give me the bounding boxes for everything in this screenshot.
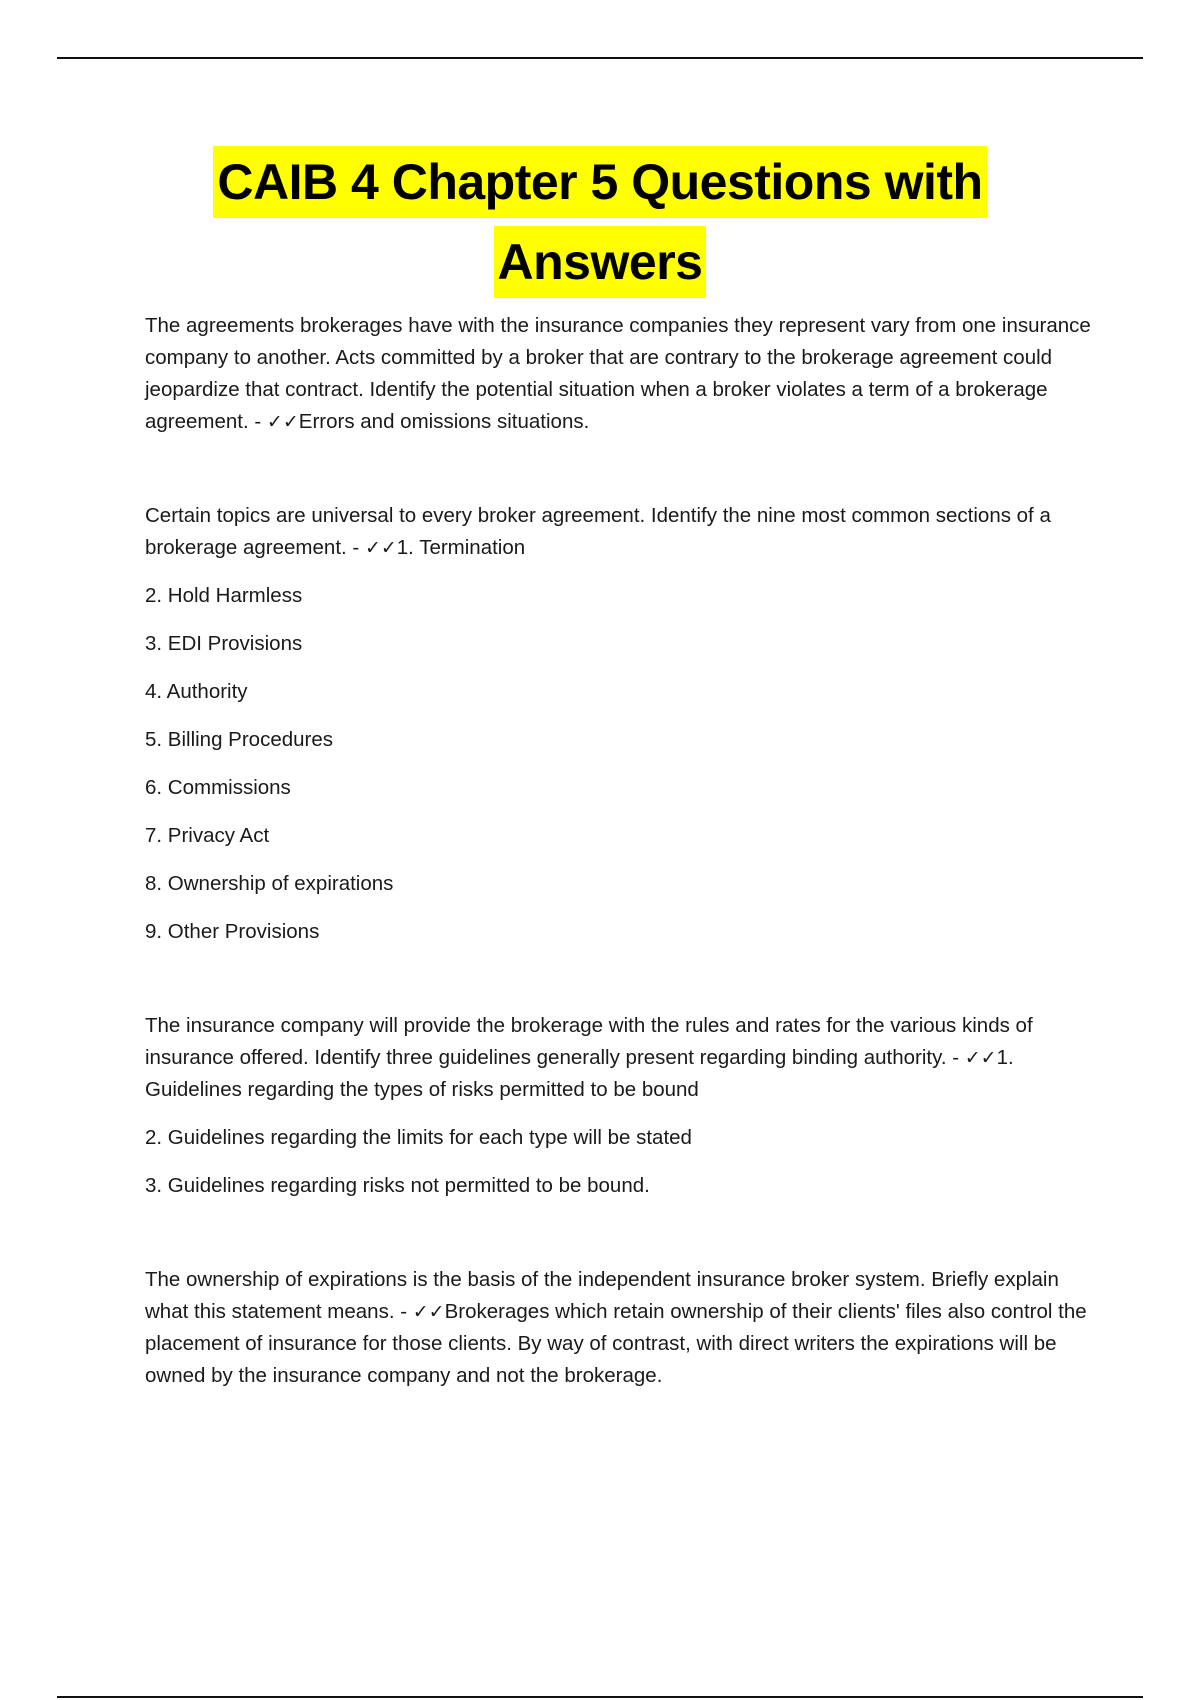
answer-text: 1. Termination — [396, 536, 526, 559]
qa-paragraph — [145, 310, 1095, 438]
answer-text: Brokerages which retain ownership of their clients' files also control the placement of insurance for those clients. By way of contrast, with direct writers the expirations will be owned by the insurance company and not the brokerage. — [145, 1300, 1087, 1387]
answer-text: Errors and omissions situations. — [298, 410, 590, 433]
document-title — [0, 146, 1200, 306]
question-text: Certain topics are universal to every broker agreement. Identify the nine most common sections of a brokerage agreement. - — [145, 504, 1051, 559]
footer-rule — [57, 1696, 1143, 1698]
question-text: The ownership of expirations is the basis of the independent insurance broker system. Briefly explain what this statement means. - — [145, 1268, 1059, 1323]
list-item: 5. Billing Procedures — [145, 728, 334, 751]
qa-block-1 — [145, 310, 1095, 438]
double-check-icon: ✓✓ — [364, 537, 397, 559]
double-check-icon: ✓✓ — [412, 1301, 445, 1323]
document-body — [145, 310, 1095, 1454]
qa-paragraph — [145, 1010, 1095, 1106]
list-item: 8. Ownership of expirations — [145, 872, 394, 895]
list-item: 2. Hold Harmless — [145, 584, 303, 607]
qa-block-4 — [145, 1264, 1095, 1392]
list-item: 4. Authority — [145, 680, 248, 703]
list-item: 3. EDI Provisions — [145, 632, 303, 655]
list-item: 2. Guidelines regarding the limits for each type will be stated — [145, 1126, 692, 1149]
question-text: The insurance company will provide the brokerage with the rules and rates for the various kinds of insurance offered. Identify three guidelines generally present regarding binding authority. - — [145, 1014, 1033, 1069]
list-item: 9. Other Provisions — [145, 920, 320, 943]
qa-block-2 — [145, 500, 1095, 948]
question-text: The agreements brokerages have with the insurance companies they represent vary from one insurance company to another. Acts committed by a broker that are contrary to the brokerage agreement could jeopardize that contract. Identify the potential situation when a broker violates a term of a brokerage agreement. - — [145, 314, 1091, 433]
qa-paragraph — [145, 500, 1095, 564]
double-check-icon: ✓✓ — [266, 411, 299, 433]
header-rule — [57, 57, 1143, 59]
list-item: 6. Commissions — [145, 776, 291, 799]
list-item: 7. Privacy Act — [145, 824, 270, 847]
answer-text: 1. Guidelines regarding the types of risks permitted to be bound — [145, 1046, 1014, 1101]
title-line-1: CAIB 4 Chapter 5 Questions with — [213, 146, 986, 218]
list-item: 3. Guidelines regarding risks not permitted to be bound. — [145, 1174, 650, 1197]
title-line-2: Answers — [494, 226, 707, 298]
double-check-icon: ✓✓ — [964, 1047, 997, 1069]
qa-paragraph — [145, 1264, 1095, 1392]
qa-block-3 — [145, 1010, 1095, 1202]
